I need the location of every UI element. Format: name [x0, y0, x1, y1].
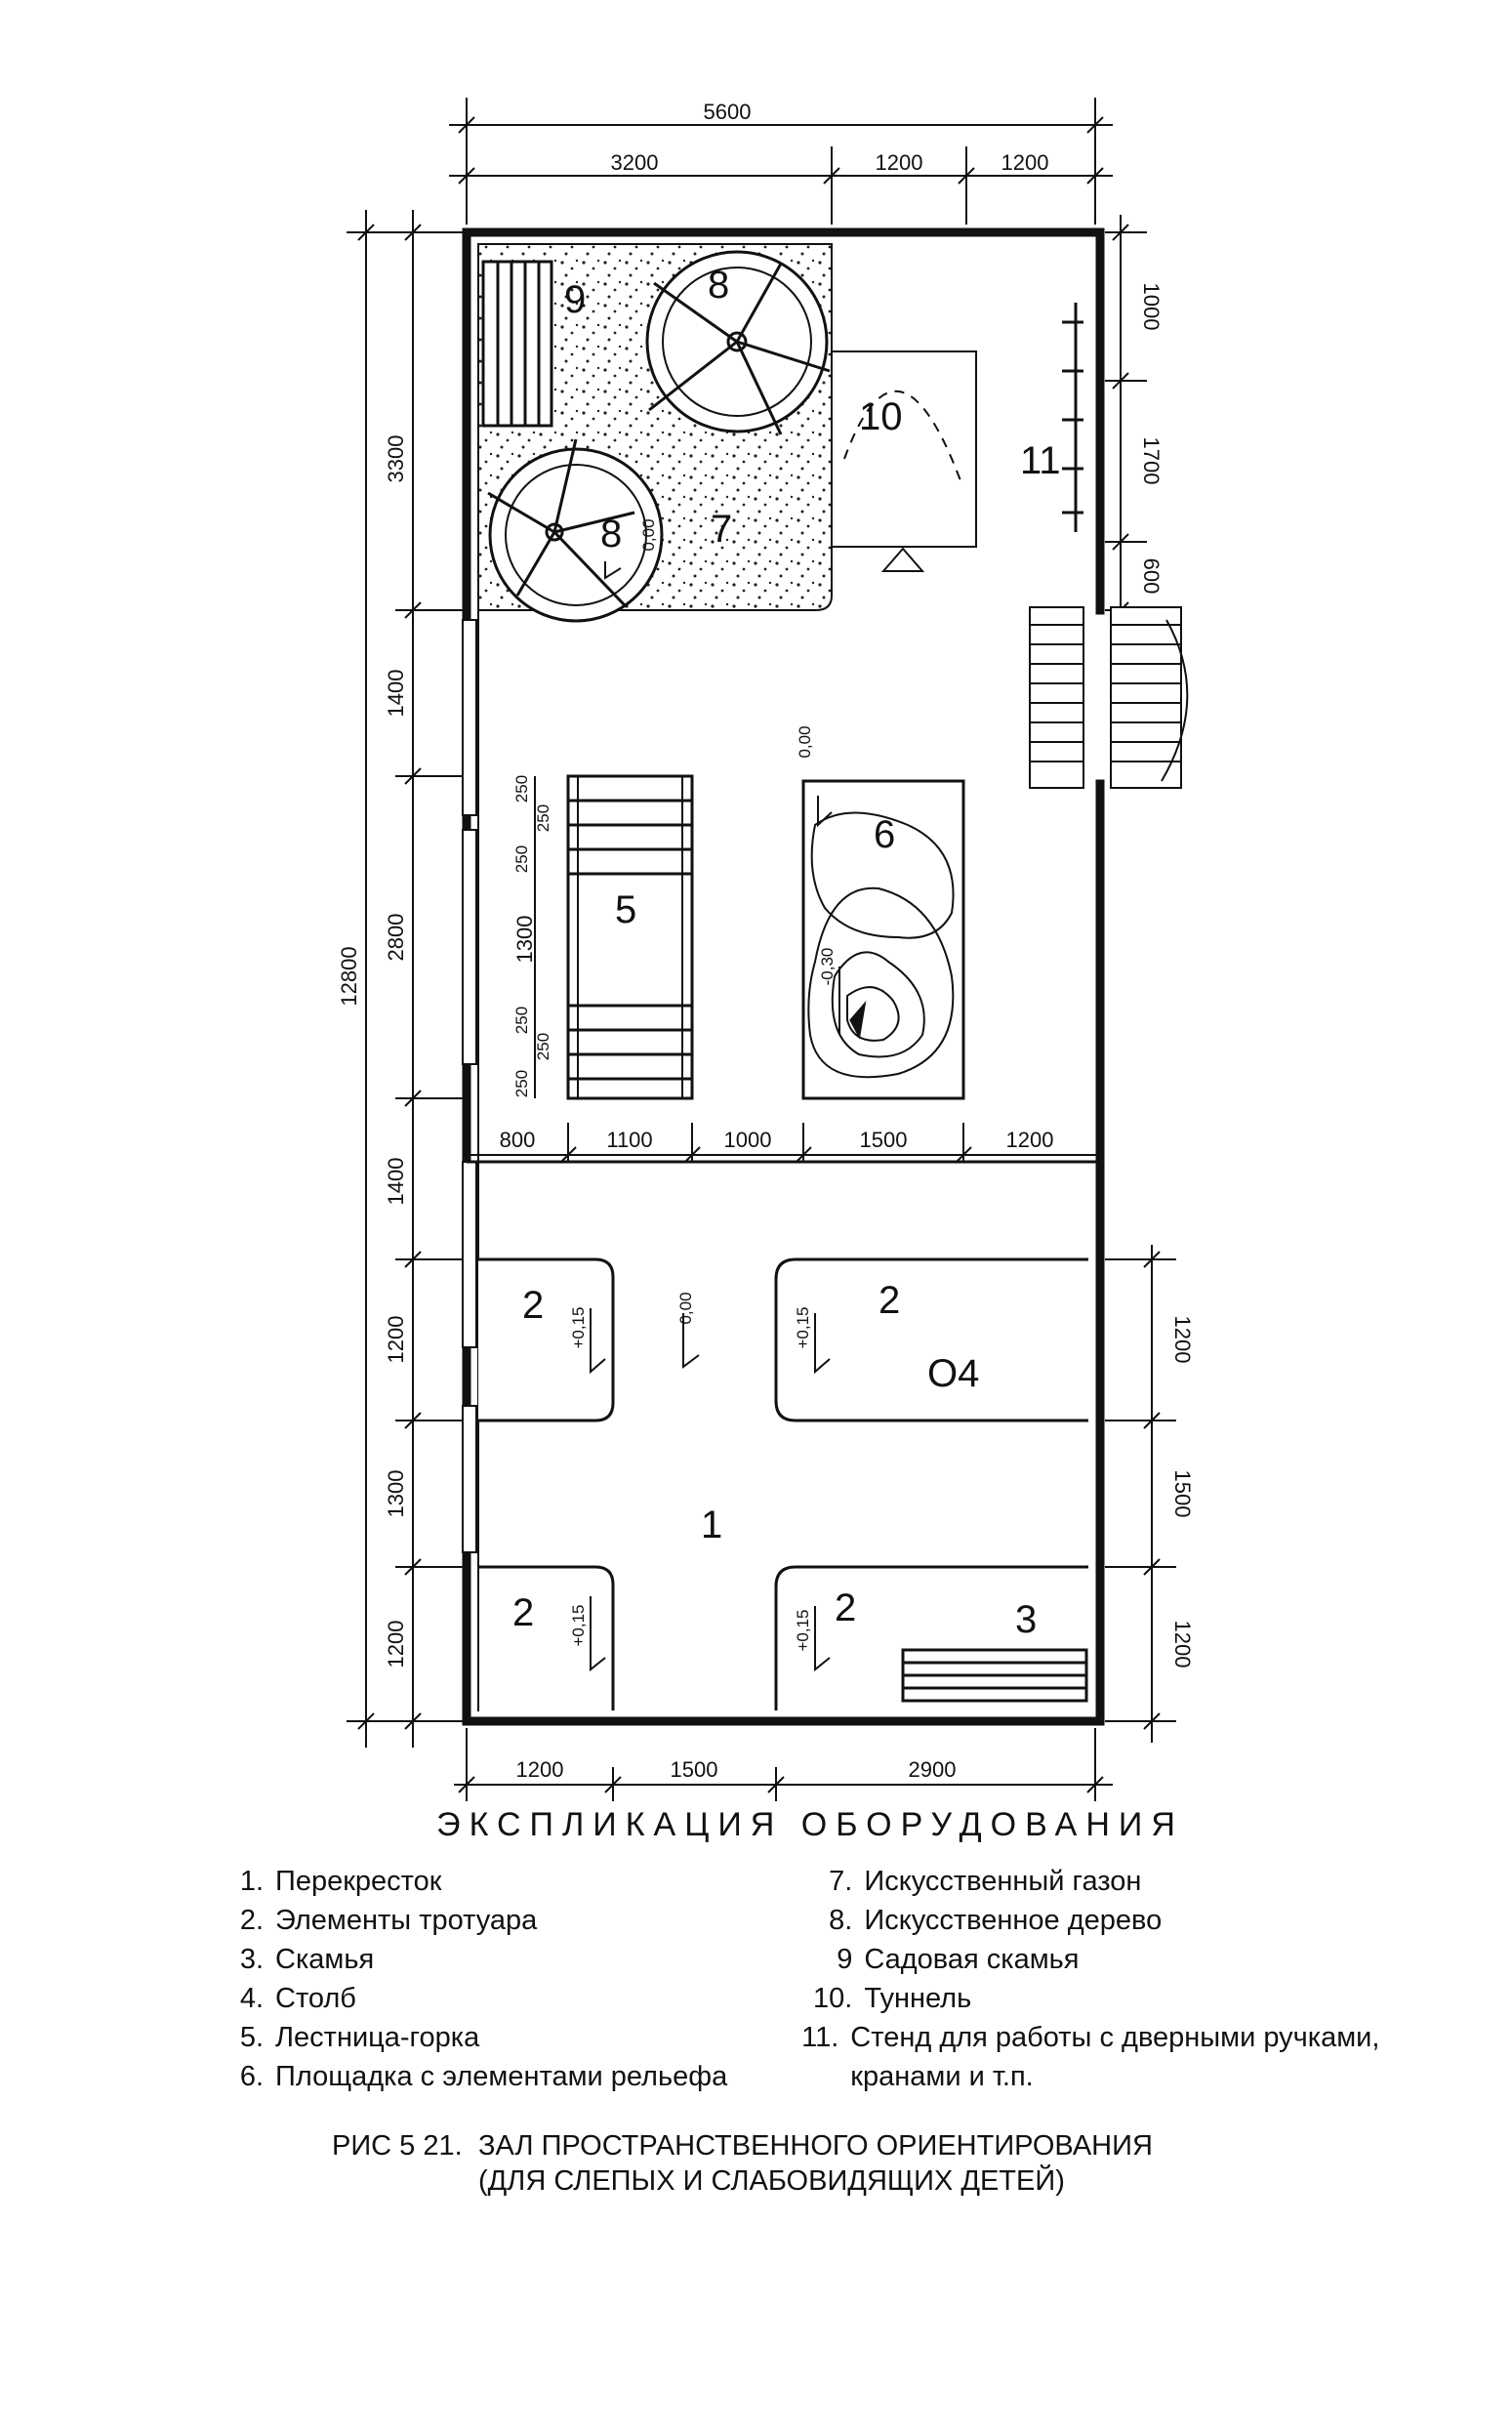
label-zone-3: 3	[1015, 1598, 1038, 1641]
label-zone-8-upper: 8	[708, 264, 730, 307]
level-crossroads: 0,00	[676, 1292, 695, 1325]
label-zone-2-tl: 2	[522, 1284, 545, 1327]
tunnel-10	[832, 351, 976, 571]
legend-item: 3. Скамья	[239, 1944, 375, 1975]
dim-left-total: 12800	[337, 946, 361, 1007]
figure-caption	[332, 2128, 1153, 2199]
label-zone-5: 5	[615, 888, 637, 931]
label-zone-8-lower: 8	[600, 513, 623, 556]
legend-item: 7. Искусственный газон	[829, 1866, 1142, 1897]
legend-item: 10. Туннель	[813, 1983, 972, 2014]
dim-bottom-2: 1500	[670, 1757, 718, 1782]
dim-right-4: 1200	[1170, 1315, 1195, 1364]
dim-mid-5: 1200	[1005, 1128, 1054, 1152]
legend-title: ЭКСПЛИКАЦИЯ ОБОРУДОВАНИЯ	[436, 1806, 1184, 1843]
label-zone-2-br: 2	[835, 1586, 857, 1629]
equipment-legend	[225, 1806, 1396, 2096]
dim-left-5: 1200	[384, 1315, 408, 1364]
level-relief-low: -0,30	[818, 947, 837, 986]
dim-left-2: 1400	[384, 669, 408, 718]
dim-right-6: 1200	[1170, 1620, 1195, 1668]
dim-right-2: 1700	[1139, 436, 1164, 485]
dim-left-6: 1300	[384, 1469, 408, 1518]
label-zone-10: 10	[859, 395, 903, 438]
dim-mid-3: 1000	[723, 1128, 772, 1152]
label-zone-7: 7	[711, 508, 733, 551]
legend-item: 11. Стенд для работы с дверными ручками, кранами и т.п.	[801, 2022, 1380, 2092]
dim-mid-2: 1100	[606, 1128, 653, 1152]
sidewalk-block-top-left	[478, 1259, 613, 1421]
level-walk-bl: +0,15	[569, 1604, 588, 1647]
staircase-slide-5	[568, 776, 692, 1098]
label-zone-2-tr: 2	[879, 1279, 901, 1322]
dim-bottom-1: 1200	[515, 1757, 564, 1782]
dim-right-3: 600	[1139, 557, 1164, 595]
level-walk-tl: +0,15	[569, 1306, 588, 1349]
dim-stair-4: 1300	[512, 915, 537, 964]
stand-11	[1062, 303, 1083, 532]
dim-stair-7: 250	[512, 1069, 531, 1098]
dim-stair-3: 250	[512, 844, 531, 874]
dim-right-5: 1500	[1170, 1469, 1195, 1518]
dim-stair-5: 250	[512, 1006, 531, 1035]
legend-item: 6. Площадка с элементами рельефа	[239, 2061, 728, 2092]
label-zone-6: 6	[874, 813, 896, 856]
label-zone-04: О4	[927, 1352, 980, 1395]
legend-list-left	[225, 1862, 796, 2096]
level-walk-tr: +0,15	[794, 1306, 812, 1349]
caption-line-1: ЗАЛ ПРОСТРАНСТВЕННОГО ОРИЕНТИРОВАНИЯ	[478, 2130, 1153, 2162]
dim-mid-1: 800	[499, 1128, 536, 1152]
legend-list-right	[796, 1862, 1396, 2096]
dim-left-3: 2800	[384, 913, 408, 962]
legend-columns	[225, 1862, 1396, 2096]
dim-stair-6: 250	[534, 1032, 552, 1061]
dim-stair-1: 250	[512, 774, 531, 803]
sidewalk-block-bottom-left	[478, 1567, 613, 1710]
legend-item: 1. Перекресток	[239, 1866, 442, 1897]
dim-mid-4: 1500	[859, 1128, 908, 1152]
legend-item: 9 Садовая скамья	[837, 1944, 1080, 1975]
label-zone-2-bl: 2	[512, 1591, 535, 1634]
level-relief-top: 0,00	[796, 725, 814, 759]
caption-prefix: РИС 5 21.	[332, 2130, 463, 2162]
dim-left-7: 1200	[384, 1620, 408, 1668]
legend-item: 8. Искусственное дерево	[829, 1905, 1163, 1936]
garden-bench-9	[483, 262, 552, 426]
label-zone-11: 11	[1020, 439, 1061, 482]
label-zone-1: 1	[701, 1503, 723, 1546]
dim-top-3: 1200	[1001, 150, 1049, 175]
sidewalk-block-top-right	[776, 1259, 1088, 1421]
label-zone-9: 9	[564, 278, 587, 321]
legend-item: 2. Элементы тротуара	[239, 1905, 538, 1936]
dim-bottom-3: 2900	[908, 1757, 957, 1782]
legend-item: 5. Лестница-горка	[239, 2022, 480, 2053]
dim-top-1: 3200	[610, 150, 659, 175]
caption-line-2: (ДЛЯ СЛЕПЫХ И СЛАБОВИДЯЩИХ ДЕТЕЙ)	[478, 2165, 1065, 2197]
entrance-stairs	[1030, 607, 1187, 788]
level-walk-br: +0,15	[794, 1609, 812, 1652]
dim-left-1: 3300	[384, 434, 408, 483]
dim-top-2: 1200	[875, 150, 923, 175]
dim-right-1: 1000	[1139, 282, 1164, 331]
dim-top-total: 5600	[703, 100, 752, 124]
bench-3	[903, 1650, 1086, 1701]
level-lawn: 0,00	[639, 518, 658, 552]
dim-left-4: 1400	[384, 1157, 408, 1206]
legend-item: 4. Столб	[239, 1983, 356, 2014]
dim-stair-2: 250	[534, 803, 552, 833]
